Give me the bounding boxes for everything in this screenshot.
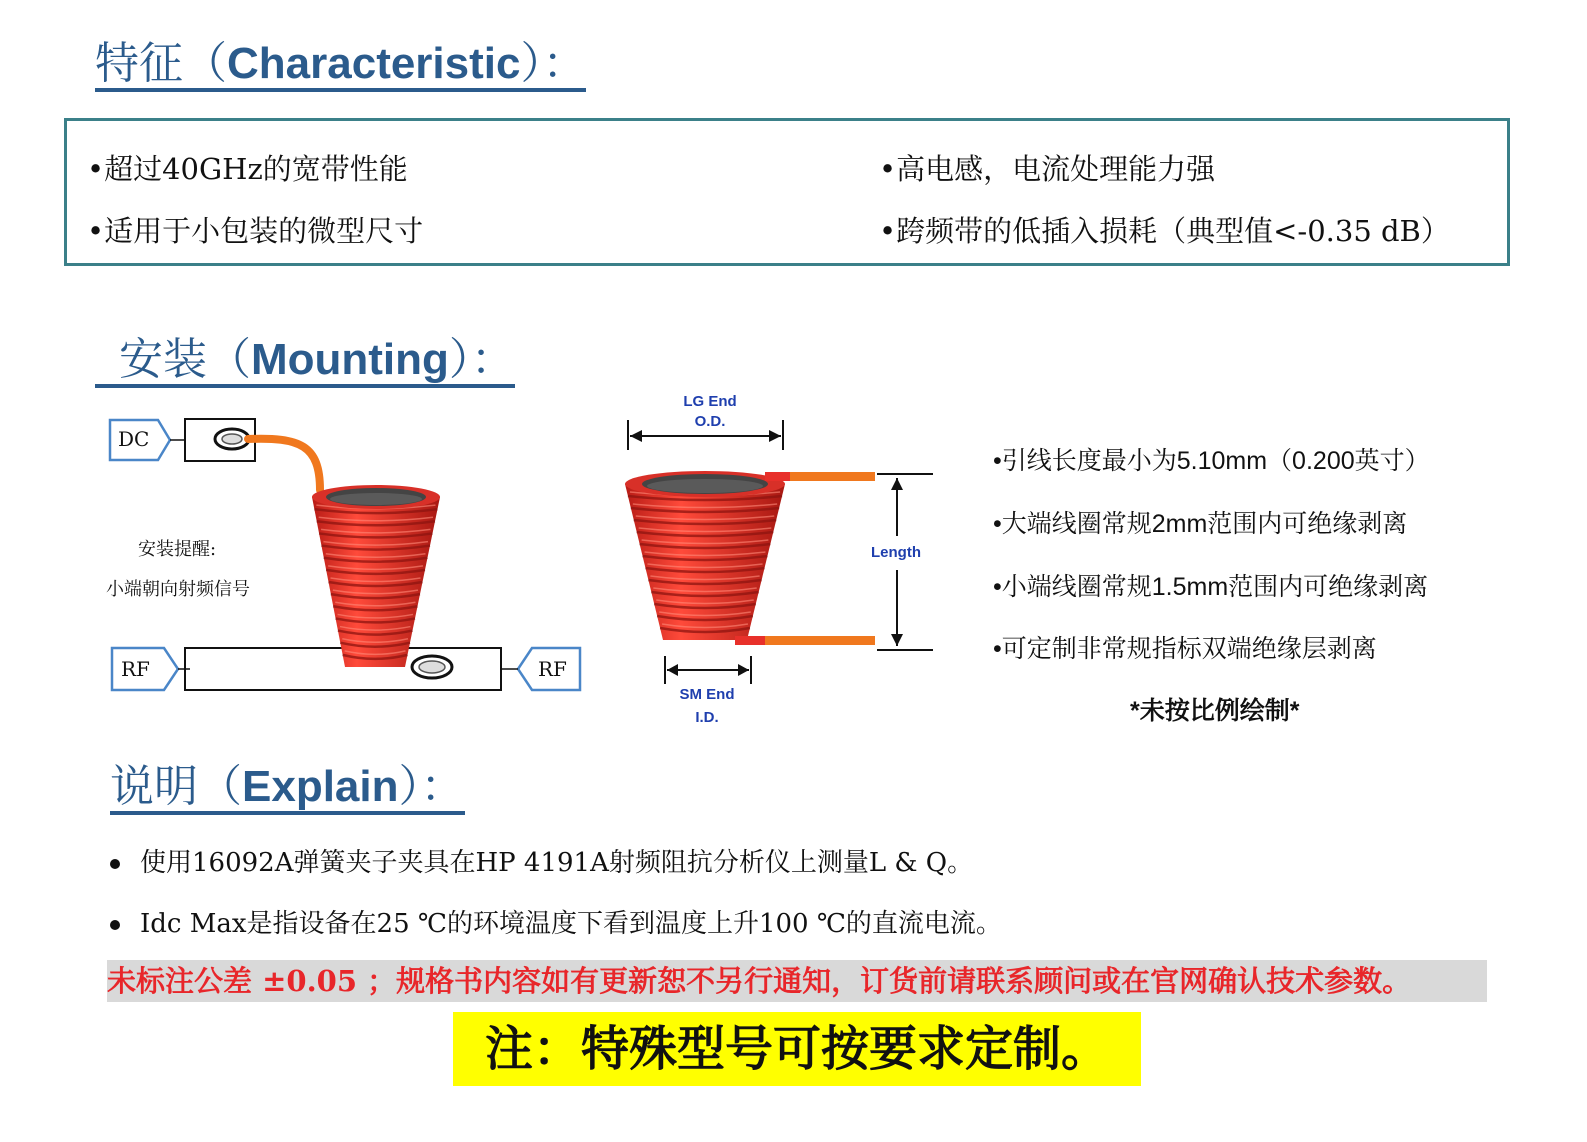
mounting-tip-text: 小端朝向射频信号 [106, 579, 250, 600]
mounting-heading-end: ）： [448, 334, 515, 385]
scale-note: *未按比例绘制* [1130, 697, 1300, 725]
explain-item [110, 903, 1002, 940]
dimension-diagram [615, 388, 945, 733]
explain-item [110, 842, 973, 879]
characteristic-box [64, 118, 1510, 266]
spec-item: •可定制非常规指标双端绝缘层剥离 [993, 635, 1377, 663]
mounting-diagram [100, 405, 590, 705]
dc-lead-wire [248, 439, 320, 490]
characteristic-item: •高电感，电流处理能力强 [879, 152, 1216, 186]
conical-coil [312, 485, 440, 667]
spec-item: •小端线圈常规1.5mm范围内可绝缘剥离 [993, 573, 1429, 601]
mounting-tip-title: 安装提醒: [138, 539, 217, 560]
rf-left-label: RF [121, 657, 150, 681]
bullet-icon [110, 920, 120, 930]
characteristic-heading [95, 38, 587, 92]
explain-heading-cn: 说明（ [110, 761, 242, 812]
spec-item: •大端线圈常规2mm范围内可绝缘剥离 [993, 510, 1408, 538]
explain-item-text: Idc Max是指设备在25 ℃的环境温度下看到温度上升100 ℃的直流电流。 [140, 909, 1002, 939]
mounting-heading-en: Mounting [251, 335, 449, 384]
rf-right-label: RF [538, 657, 567, 681]
characteristic-item: •适用于小包装的微型尺寸 [87, 214, 424, 248]
explain-item-text: 使用16092A弹簧夹子夹具在HP 4191A射频阻抗分析仪上测量L & Q。 [140, 848, 974, 878]
characteristic-heading-cn: 特征（ [95, 38, 227, 89]
bullet-icon [110, 859, 120, 869]
dc-label: DC [118, 427, 150, 451]
mounting-heading [95, 334, 515, 388]
sm-end-id-label: I.D. [695, 709, 719, 726]
characteristic-heading-end: ）： [520, 38, 587, 89]
mounting-heading-cn: 安装（ [119, 334, 251, 385]
spec-item: •引线长度最小为5.10mm（0.200英寸） [993, 447, 1430, 475]
rf-left-port [112, 648, 178, 690]
lg-end-label: LG End [683, 393, 737, 410]
characteristic-item: •跨频带的低插入损耗（典型值<-0.35 dB） [879, 214, 1450, 248]
rf-right-port [518, 648, 580, 690]
lg-end-od-label: O.D. [694, 413, 726, 430]
disclaimer-banner: 未标注公差 ±0.05 ；规格书内容如有更新恕不另行通知，订货前请联系顾问或在官网确认技术参数。 [107, 960, 1487, 1002]
characteristic-heading-en: Characteristic [227, 39, 521, 88]
explain-heading-en: Explain [242, 762, 399, 811]
explain-heading-end: ）： [398, 761, 465, 812]
sm-end-label: SM End [679, 686, 735, 703]
characteristic-item: •超过40GHz的宽带性能 [87, 152, 408, 186]
length-label: Length [871, 544, 921, 561]
dimension-coil [625, 471, 785, 640]
custom-order-note: 注：特殊型号可按要求定制。 [453, 1012, 1141, 1086]
explain-heading [110, 761, 465, 815]
dc-port [110, 420, 170, 460]
